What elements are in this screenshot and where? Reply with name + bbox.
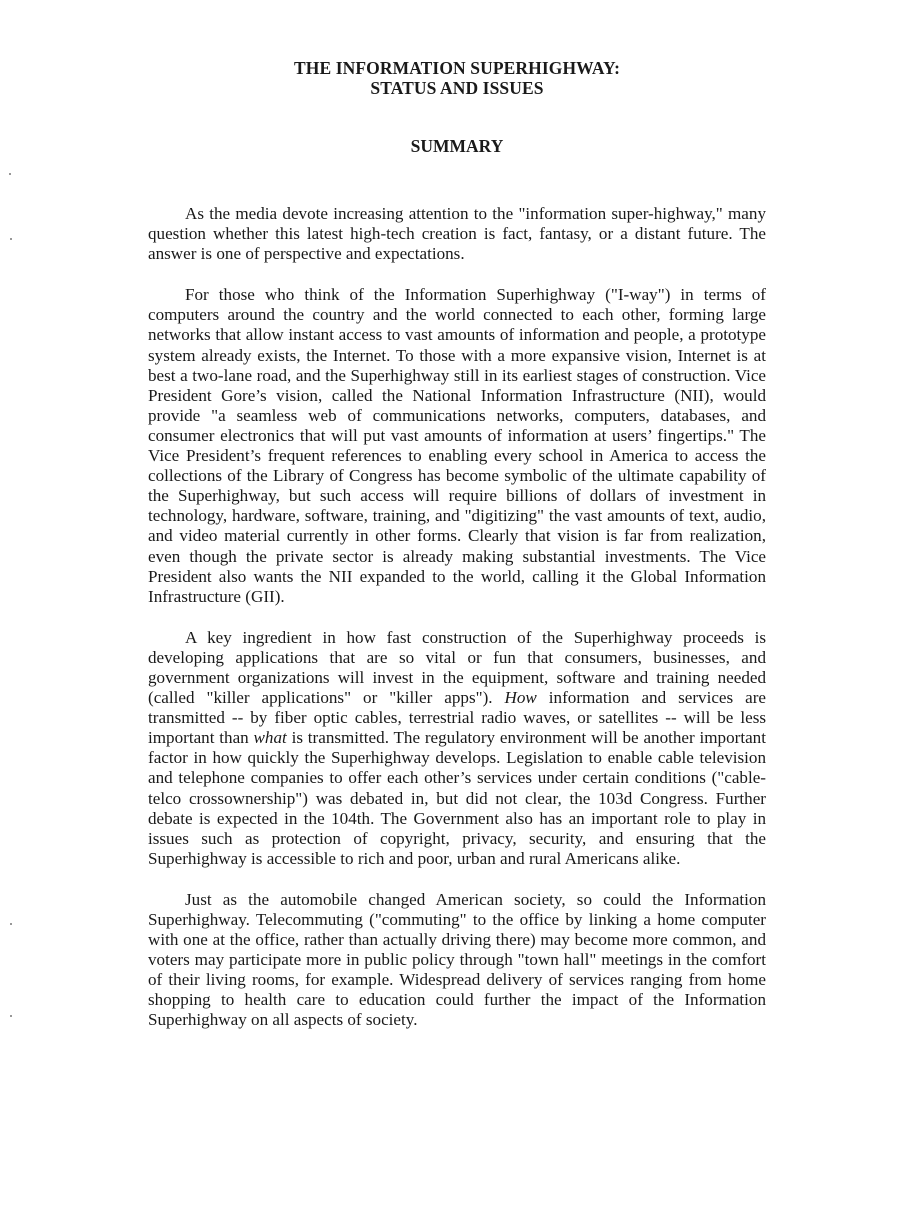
document-title [148, 58, 766, 98]
title-line-1: THE INFORMATION SUPERHIGHWAY: [293, 58, 621, 78]
paragraph-3-part-a: A key ingredient in how fast construction of the Superhighway proceeds is developing applications that are so vital or fun that consumers, businesses, and government organizations will invest in the equipment, software and training needed (called "killer applications" or "killer apps"). [148, 627, 766, 708]
emphasis-how: How [504, 688, 537, 708]
paragraph-3-part-c: is transmitted. The regulatory environment will be another important factor in how quickly the Superhighway develops. Legislation to enable cable television and telephone companies to offer each other’s services under certain conditions ("cable-telco crossownership") was debated in, but did not clear, the 103d Congress. Further debate is expected in the 104th. The Government also has an important role to play in issues such as protection of copyright, privacy, security, and ensuring that the Superhighway is accessible to rich and poor, urban and rural Americans alike. [148, 728, 766, 868]
scan-speck [10, 238, 12, 240]
document-page [148, 58, 766, 1052]
paragraph-3 [148, 628, 766, 869]
paragraph-2: For those who think of the Information Superhighway ("I-way") in terms of computers around the country and the world connected to each other, forming large networks that allow instant access to vast amounts of information and people, a prototype system already exists, the Internet. To those with a more expansive vision, Internet is at best a two-lane road, and the Superhighway still in its earliest stages of construction. Vice President Gore’s vision, called the National Information Infrastructure (NII), would provide "a seamless web of communications networks, computers, databases, and consumer electronics that will put vast amounts of information at users’ fingertips." The Vice President’s frequent references to enabling every school in America to access the collections of the Library of Congress has become symbolic of the ultimate capability of the Superhighway, but such access will require billions of dollars of investment in technology, hardware, software, training, and "digitizing" the vast amounts of text, audio, and video material currently in other forms. Clearly that vision is far from realization, even though the private sector is already making substantial investments. The Vice President also wants the NII expanded to the world, calling it the Global Information Infrastructure (GII). [148, 285, 766, 606]
document-body [148, 204, 766, 1031]
scan-speck [10, 1015, 12, 1017]
scan-speck [10, 923, 12, 925]
paragraph-4: Just as the automobile changed American society, so could the Information Superhighway. Telecommuting ("commuting" to the office by linking a home computer with one at the office, rather than actually driving there) may become more common, and voters may participate more in public policy through "town hall" meetings in the comfort of their living rooms, for example. Widespread delivery of services ranging from home shopping to health care to education could further the impact of the Information Superhighway on all aspects of society. [148, 889, 766, 1030]
emphasis-what: what [253, 728, 287, 748]
paragraph-3-part-b: information and services are transmitted -- by fiber optic cables, terrestrial radio waves, or satellites -- will be less important than [148, 688, 766, 748]
section-heading: SUMMARY [410, 136, 504, 156]
title-line-2: STATUS AND ISSUES [370, 78, 544, 98]
scan-speck [9, 173, 11, 175]
paragraph-1: As the media devote increasing attention to the "information super-highway," many question whether this latest high-tech creation is fact, fantasy, or a distant future. The answer is one of perspective and expectations. [148, 204, 766, 264]
